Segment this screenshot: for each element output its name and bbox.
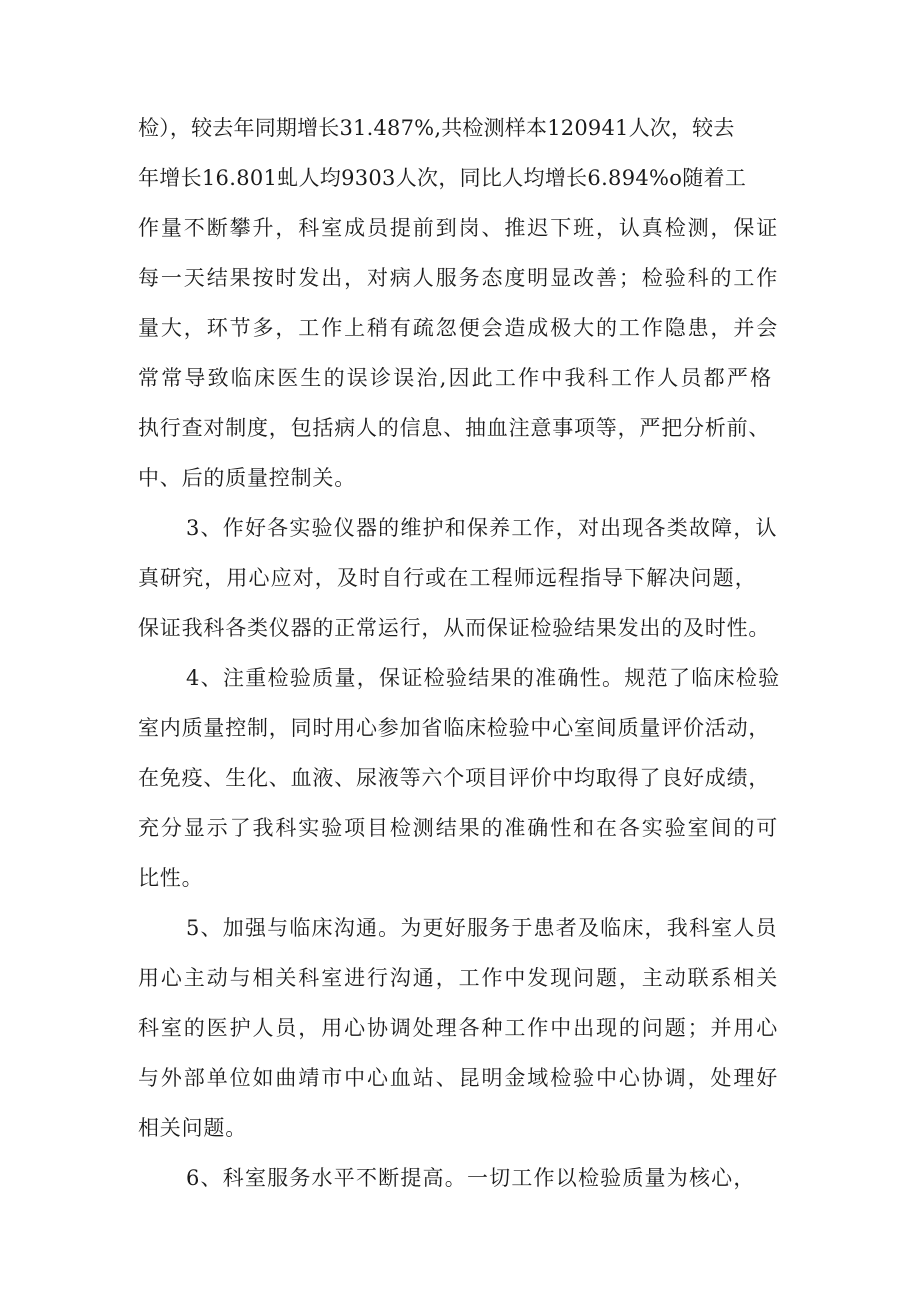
text-line: 相关问题。 — [138, 1116, 247, 1140]
text-line: 充分显示了我科实验项目检测结果的准确性和在各实验室间的可 — [138, 816, 780, 840]
text-line: 与外部单位如曲靖市中心血站、昆明金域检验中心协调，处理好 — [138, 1066, 780, 1090]
text-line: 常常导致临床医生的误诊误治,因此工作中我科工作人员都严格 — [138, 366, 774, 390]
text-line: 中、后的质量控制关。 — [138, 466, 356, 490]
text-line: 5、加强与临床沟通。为更好服务于患者及临床，我科室人员 — [186, 916, 778, 940]
text-line: 执行查对制度，包括病人的信息、抽血注意事项等，严把分析前、 — [138, 416, 771, 440]
text-line: 用心主动与相关科室进行沟通，工作中发现问题，主动联系相关 — [138, 966, 780, 990]
text-line: 4、注重检验质量，保证检验结果的准确性。规范了临床检验 — [186, 666, 781, 690]
text-line: 科室的医护人员，用心协调处理各种工作中出现的问题；并用心 — [138, 1016, 780, 1040]
text-line: 检），较去年同期增长31.487%,共检测样本120941人次，较去 — [138, 116, 735, 140]
text-line: 室内质量控制，同时用心参加省临床检验中心室间质量评价活动， — [138, 716, 771, 740]
text-line: 比性。 — [138, 866, 204, 890]
text-line: 作量不断攀升，科室成员提前到岗、推迟下班，认真检测，保证 — [138, 216, 780, 240]
text-line: 量大，环节多，工作上稍有疏忽便会造成极大的工作隐患，并会 — [138, 316, 780, 340]
text-line: 真研究，用心应对，及时自行或在工程师远程指导下解决问题， — [138, 566, 757, 590]
text-line: 年增长16.801虬人均9303人次，同比人均增长6.894%o随着工 — [138, 166, 747, 190]
text-line: 在免疫、生化、血液、尿液等六个项目评价中均取得了良好成绩， — [138, 766, 771, 790]
text-line: 保证我科各类仪器的正常运行，从而保证检验结果发出的及时性。 — [138, 616, 771, 640]
text-line: 3、作好各实验仪器的维护和保养工作，对出现各类故障，认 — [186, 516, 778, 540]
text-line: 6、科室服务水平不断提高。一切工作以检验质量为核心， — [186, 1166, 756, 1190]
text-line: 每一天结果按时发出，对病人服务态度明显改善；检验科的工作 — [138, 266, 780, 290]
